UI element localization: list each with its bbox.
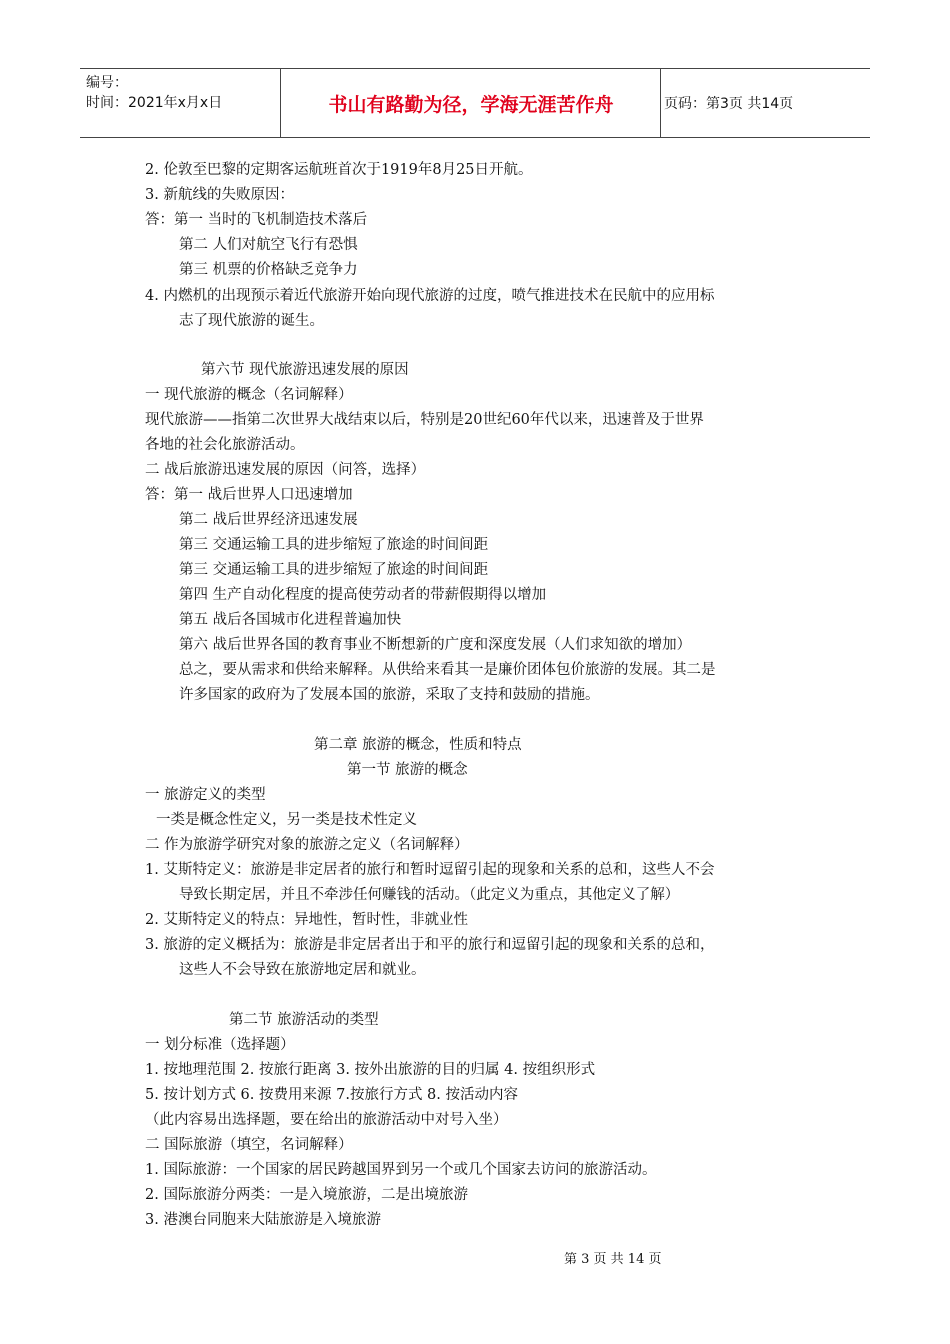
body-line: 答：第一 战后世界人口迅速增加 [145,487,353,503]
body-line: 3. 旅游的定义概括为：旅游是非定居者出于和平的旅行和逗留引起的现象和关系的总和， [145,937,715,953]
body-line: 2. 伦敦至巴黎的定期客运航班首次于1919年8月25日开航。 [145,162,533,178]
body-line: 二 战后旅游迅速发展的原因（问答，选择） [145,462,426,478]
page-footer: 第 3 页 共 14 页 [564,1252,662,1267]
body-line: 2. 艾斯特定义的特点：异地性，暂时性，非就业性 [145,912,468,928]
body-line: 一 现代旅游的概念（名词解释） [145,387,353,403]
body-line: 答：第一 当时的飞机制造技术落后 [145,212,368,228]
body-line: 一 旅游定义的类型 [145,787,266,803]
body-line: （此内容易出选择题，要在给出的旅游活动中对号入坐） [145,1112,508,1128]
body-line: 1. 艾斯特定义：旅游是非定居者的旅行和暂时逗留引起的现象和关系的总和，这些人不会 [145,862,715,878]
body-line: 3. 港澳台同胞来大陆旅游是入境旅游 [145,1212,381,1228]
body-line: 许多国家的政府为了发展本国的旅游，采取了支持和鼓励的措施。 [179,687,600,703]
body-line: 5. 按计划方式 6. 按费用来源 7.按旅行方式 8. 按活动内容 [145,1087,518,1103]
body-line: 这些人不会导致在旅游地定居和就业。 [179,962,426,978]
header-motto: 书山有路勤为径，学海无涯苦作舟 [328,93,614,116]
header-left-cell [86,73,222,113]
body-line: 1. 按地理范围 2. 按旅行距离 3. 按外出旅游的目的归属 4. 按组织形式 [145,1062,596,1078]
body-line: 各地的社会化旅游活动。 [145,437,305,453]
body-line: 4. 内燃机的出现预示着近代旅游开始向现代旅游的过度，喷气推进技术在民航中的应用标 [145,288,715,304]
body-line: 第三 交通运输工具的进步缩短了旅途的时间间距 [179,537,489,553]
body-line: 总之，要从需求和供给来解释。从供给来看其一是廉价团体包价旅游的发展。其二是 [179,662,716,678]
body-line: 一类是概念性定义，另一类是技术性定义 [156,812,417,828]
header-divider [280,69,281,137]
header-number-label: 编号： [86,75,128,91]
body-line: 1. 国际旅游：一个国家的居民跨越国界到另一个或几个国家去访问的旅游活动。 [145,1162,657,1178]
body-line: 现代旅游——指第二次世界大战结束以后，特别是20世纪60年代以来，迅速普及于世界 [145,412,704,428]
body-line: 二 国际旅游（填空，名词解释） [145,1137,353,1153]
body-line: 第五 战后各国城市化进程普遍加快 [179,612,402,628]
body-line: 2. 国际旅游分两类：一是入境旅游，二是出境旅游 [145,1187,468,1203]
header-page-info: 页码：第3页 共14页 [664,96,794,112]
body-line: 第六 战后世界各国的教育事业不断想新的广度和深度发展（人们求知欲的增加） [179,637,692,653]
body-line: 第二 人们对航空飞行有恐惧 [179,237,358,253]
section-heading: 第二节 旅游活动的类型 [229,1012,379,1028]
body-line: 一 划分标准（选择题） [145,1037,295,1053]
body-line: 二 作为旅游学研究对象的旅游之定义（名词解释） [145,837,469,853]
body-line: 导致长期定居，并且不牵涉任何赚钱的活动。（此定义为重点，其他定义了解） [179,887,680,903]
header-divider [660,69,661,137]
body-line: 第四 生产自动化程度的提高使劳动者的带薪假期得以增加 [179,587,547,603]
body-line: 第二 战后世界经济迅速发展 [179,512,358,528]
section-heading: 第一节 旅游的概念 [347,762,468,778]
chapter-heading: 第二章 旅游的概念，性质和特点 [314,737,522,753]
body-line: 志了现代旅游的诞生。 [179,313,324,329]
header-time-label: 时间：2021年x月x日 [86,95,223,111]
body-line: 第三 交通运输工具的进步缩短了旅途的时间间距 [179,562,489,578]
page-header [80,68,870,138]
body-line: 第三 机票的价格缺乏竞争力 [179,262,358,278]
section-heading: 第六节 现代旅游迅速发展的原因 [201,362,409,378]
body-line: 3. 新航线的失败原因： [145,187,294,203]
